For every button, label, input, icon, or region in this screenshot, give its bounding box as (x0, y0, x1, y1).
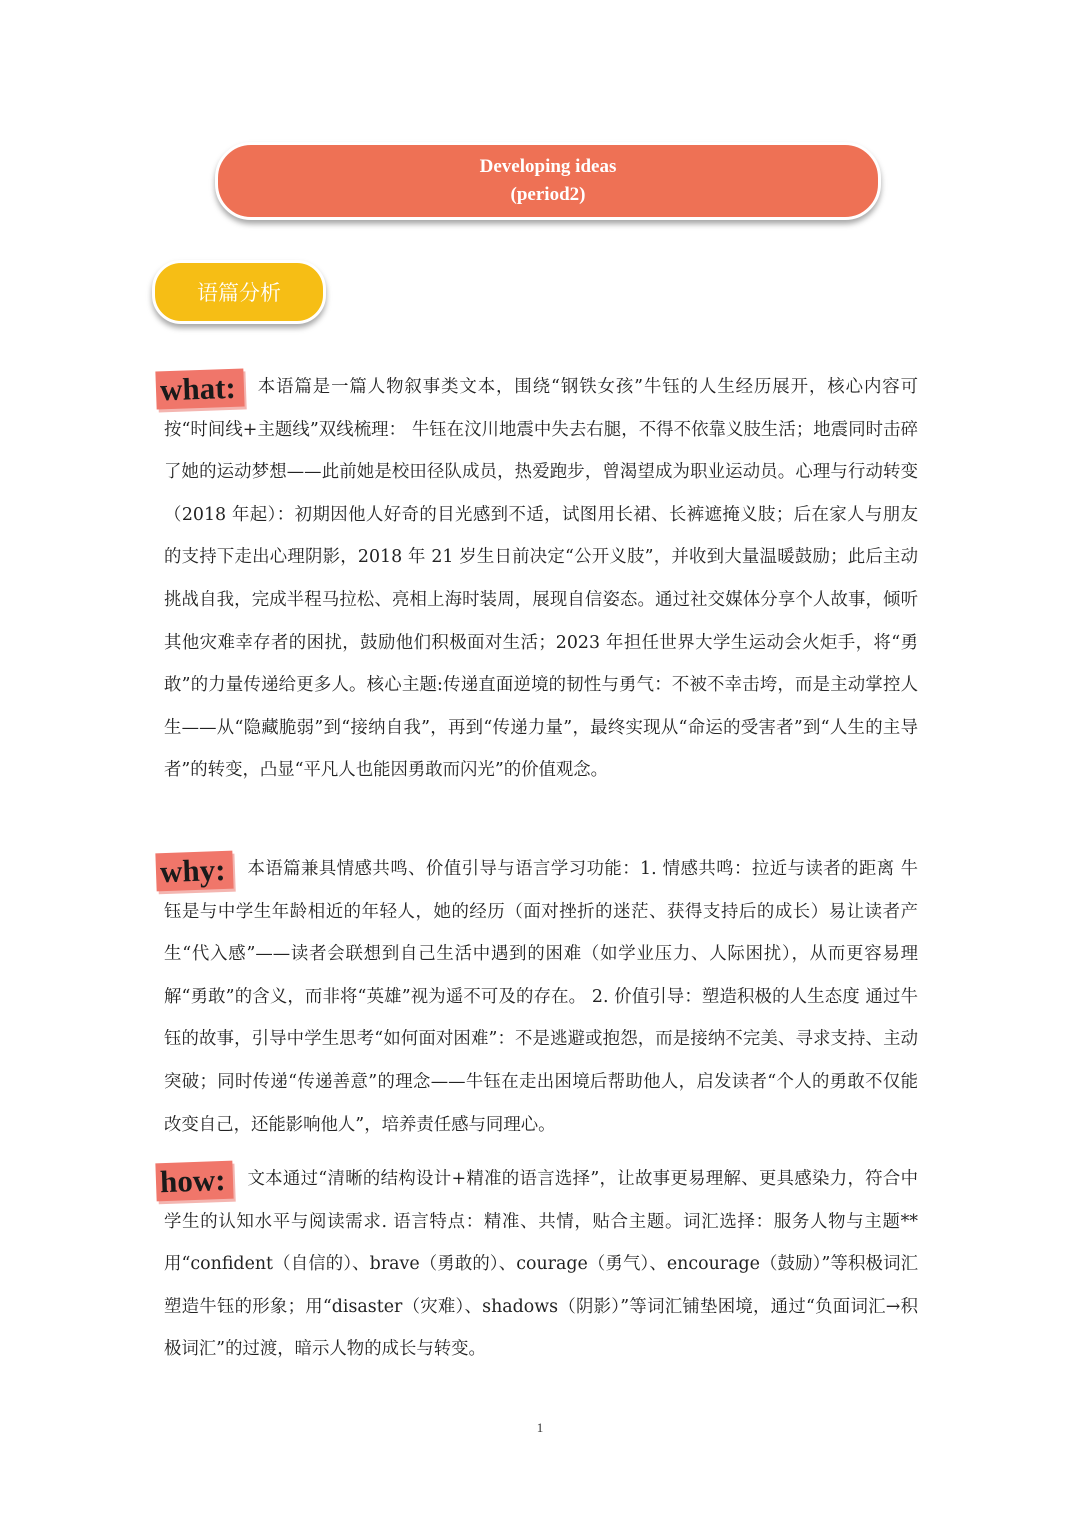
section-heading: 语篇分析 (152, 260, 326, 324)
title-banner (215, 142, 881, 220)
how-paragraph (159, 1158, 918, 1371)
title-line-2: (period2) (510, 184, 586, 205)
what-paragraph (159, 366, 918, 792)
how-text: 文本通过“清晰的结构设计+精准的语言选择”，让故事更易理解、更具感染力，符合中学生的认知水平与阅读需求. 语言特点：精准、共情，贴合主题。词汇选择：服务人物与主题** 用“confident（自信的）、brave（勇敢的）、courage（勇气）、encourage（鼓励）”等积极词汇塑造牛钰的形象；用“disaster（灾难）、shadows（阴影）”等词汇铺垫困境，通过“负面词汇→积极词汇”的过渡，暗示人物的成长与转变。 (164, 1169, 918, 1360)
why-badge: why: (155, 851, 234, 892)
page-number: 1 (536, 1420, 544, 1435)
title-line-1: Developing ideas (479, 156, 617, 177)
how-badge: how: (155, 1161, 234, 1202)
what-text: 本语篇是一篇人物叙事类文本，围绕“钢铁女孩”牛钰的人生经历展开，核心内容可按“时间线+主题线”双线梳理： 牛钰在汶川地震中失去右腿，不得不依靠义肢生活；地震同时击碎了她的运动梦想——此前她是校田径队成员，热爱跑步，曾渴望成为职业运动员。心理与行动转变（2018 年起）：初期因他人好奇的目光感到不适，试图用长裙、长裤遮掩义肢；后在家人与朋友的支持下走出心理阴影，2018 年 21 岁生日前决定“公开义肢”，并收到大量温暖鼓励；此后主动挑战自我，完成半程马拉松、亮相上海时装周，展现自信姿态。通过社交媒体分享个人故事，倾听其他灾难幸存者的困扰，鼓励他们积极面对生活；2023 年担任世界大学生运动会火炬手，将“勇敢”的力量传递给更多人。核心主题:传递直面逆境的韧性与勇气：不被不幸击垮，而是主动掌控人生——从“隐藏脆弱”到“接纳自我”，再到“传递力量”，最终实现从“命运的受害者”到“人生的主导者”的转变，凸显“平凡人也能因勇敢而闪光”的价值观念。 (164, 377, 918, 781)
why-paragraph (159, 848, 918, 1146)
what-badge: what: (155, 368, 244, 409)
why-text: 本语篇兼具情感共鸣、价值引导与语言学习功能：1. 情感共鸣：拉近与读者的距离 牛钰是与中学生年龄相近的年轻人，她的经历（面对挫折的迷茫、获得支持后的成长）易让读者产生“代入感”——读者会联想到自己生活中遇到的困难（如学业压力、人际困扰），从而更容易理解“勇敢”的含义，而非将“英雄”视为遥不可及的存在。 2. 价值引导：塑造积极的人生态度 通过牛钰的故事，引导中学生思考“如何面对困难”：不是逃避或抱怨，而是接纳不完美、寻求支持、主动突破；同时传递“传递善意”的理念——牛钰在走出困境后帮助他人，启发读者“个人的勇敢不仅能改变自己，还能影响他人”，培养责任感与同理心。 (164, 859, 918, 1135)
